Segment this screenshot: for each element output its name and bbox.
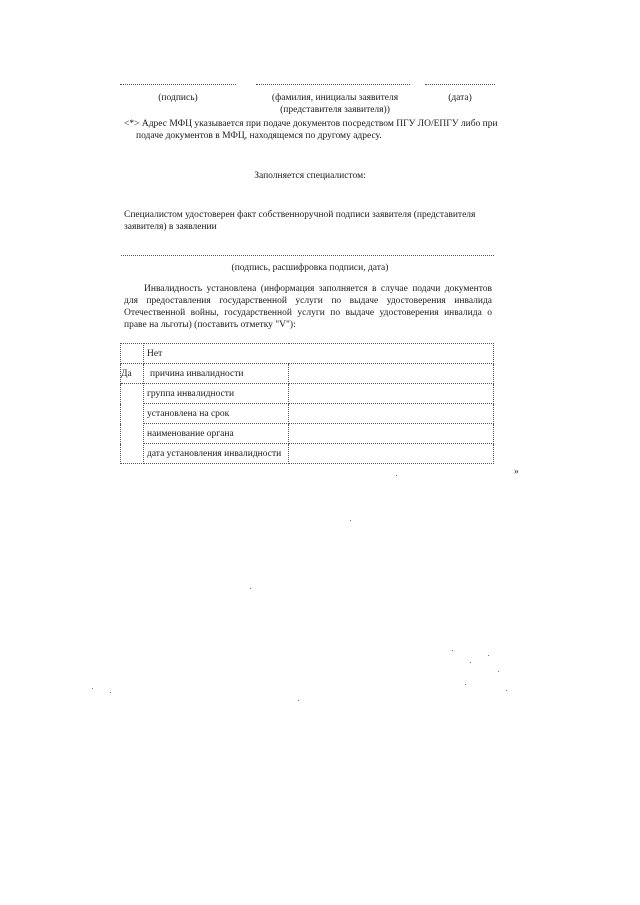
table-row [121, 384, 494, 404]
signature-line [120, 84, 236, 85]
specialist-caption: (подпись, расшифровка подписи, дата) [231, 263, 389, 273]
field-value-authority[interactable] [289, 424, 494, 444]
footnote-text: Адрес МФЦ указывается при подаче документов посредством ПГУ ЛО/ЕПГУ либо при [141, 119, 498, 129]
name-label-line1: (фамилия, инициалы заявителя [271, 93, 399, 103]
footnote-line1 [124, 118, 524, 130]
name-label-line2: (представителя заявителя)) [280, 105, 390, 115]
name-line [256, 84, 410, 85]
signature-label: (подпись) [158, 93, 198, 103]
page-marker: » [514, 467, 519, 477]
footnote-line2: подаче документов в МФЦ, находящемся по другому адресу. [136, 131, 382, 141]
field-label-cause: причина инвалидности [150, 368, 244, 379]
table-row [121, 444, 494, 464]
table-row [121, 404, 494, 424]
field-value-group[interactable] [289, 384, 494, 404]
field-label [121, 364, 289, 384]
disability-form-table [120, 343, 494, 464]
field-label-date: дата установления инвалидности [144, 444, 289, 464]
field-label-term: установлена на срок [144, 404, 289, 424]
field-value-term[interactable] [289, 404, 494, 424]
checkbox-cell-yes[interactable] [121, 364, 144, 464]
field-label-authority: наименование органа [144, 424, 289, 444]
verify-text-line1: Специалистом удостоверен факт собственноручной подписи заявителя (представителя [124, 210, 476, 220]
date-label: (дата) [448, 93, 472, 103]
field-value-date[interactable] [289, 444, 494, 464]
footnote-marker: <*> [124, 119, 140, 129]
checkbox-cell-no[interactable] [121, 344, 144, 364]
yes-label: Да [121, 368, 132, 379]
date-line [425, 84, 495, 85]
specialist-signature-line [121, 255, 494, 256]
table-row-no [121, 344, 494, 364]
field-label-group: группа инвалидности [144, 384, 289, 404]
table-row [121, 364, 494, 384]
field-value-cause[interactable] [289, 364, 494, 384]
specialist-heading: Заполняется специалистом: [254, 171, 366, 181]
disability-paragraph: Инвалидность установлена (информация заполняется в случае подачи документов для предоставления государственной услуги по выдаче удостоверения инвалида Отечественной войны, государственной услуги по выдаче удостоверения инвалида о праве на льготы) (поставить отметку "V"): [124, 284, 492, 330]
verify-text-line2: заявителя) в заявлении [124, 222, 217, 232]
no-label: Нет [144, 344, 494, 364]
table-row [121, 424, 494, 444]
